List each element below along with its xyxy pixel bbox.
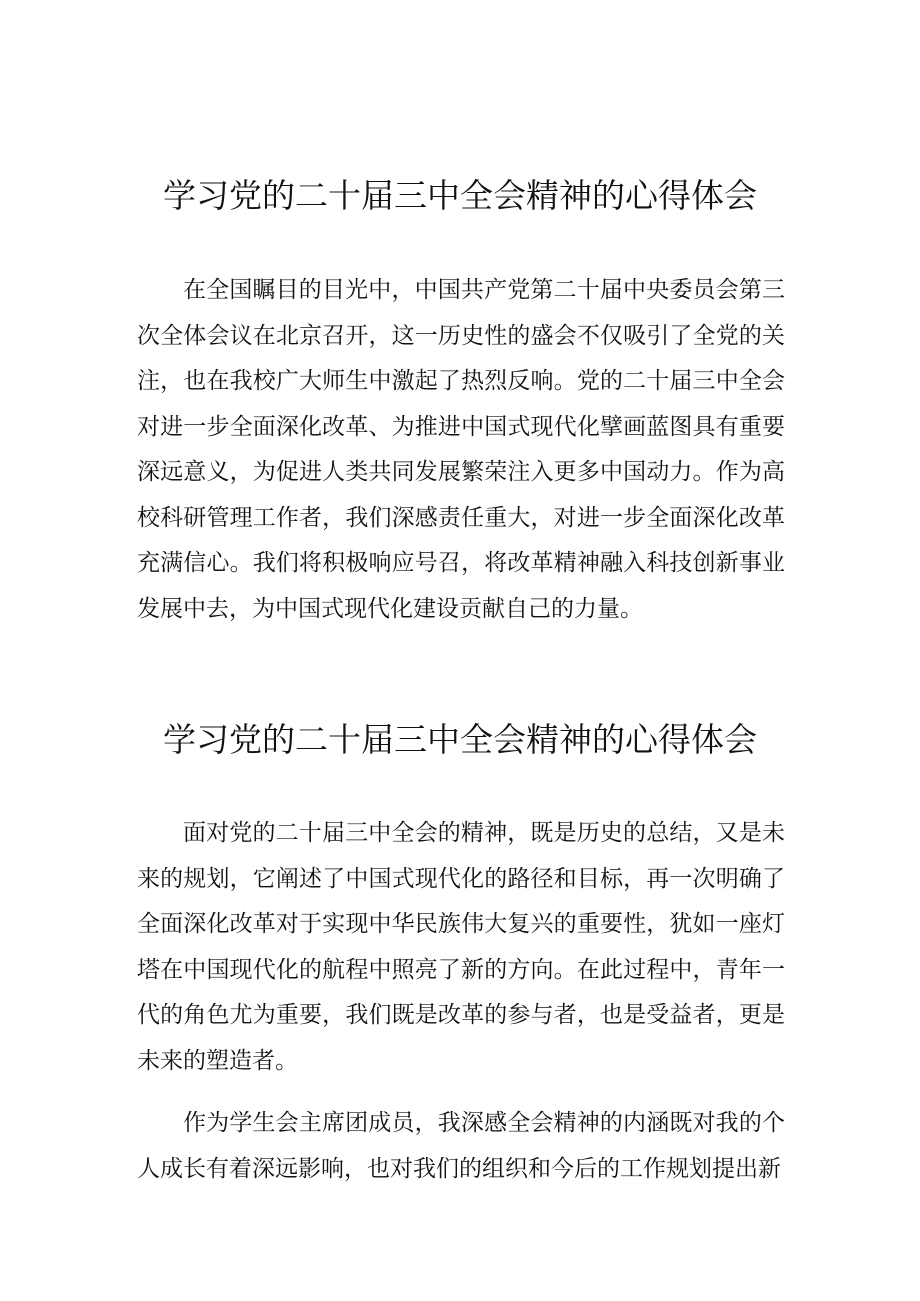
section-1-paragraph-1: 在全国瞩目的目光中，中国共产党第二十届中央委员会第三次全体会议在北京召开，这一历史性的盛会不仅吸引了全党的关注，也在我校广大师生中激起了热烈反响。党的二十届三中全会对进一步全面深化改革、为推进中国式现代化擘画蓝图具有重要深远意义，为促进人类共同发展繁荣注入更多中国动力。作为高校科研管理工作者，我们深感责任重大，对进一步全面深化改革充满信心。我们将积极响应号召，将改革精神融入科技创新事业发展中去，为中国式现代化建设贡献自己的力量。 (137, 277, 785, 622)
section-2-paragraph-2: 作为学生会主席团成员，我深感全会精神的内涵既对我的个人成长有着深远影响，也对我们的组织和今后的工作规划提出新 (137, 1110, 785, 1182)
section-1-title: 学习党的二十届三中全会精神的心得体会 (163, 176, 757, 215)
section-2-paragraph-1: 面对党的二十届三中全会的精神，既是历史的总结，又是未来的规划，它阐述了中国式现代化的路径和目标，再一次明确了全面深化改革对于实现中华民族伟大复兴的重要性，犹如一座灯塔在中国现代化的航程中照亮了新的方向。在此过程中，青年一代的角色尤为重要，我们既是改革的参与者，也是受益者，更是未来的塑造者。 (137, 820, 785, 1074)
section-2-title: 学习党的二十届三中全会精神的心得体会 (163, 720, 757, 759)
